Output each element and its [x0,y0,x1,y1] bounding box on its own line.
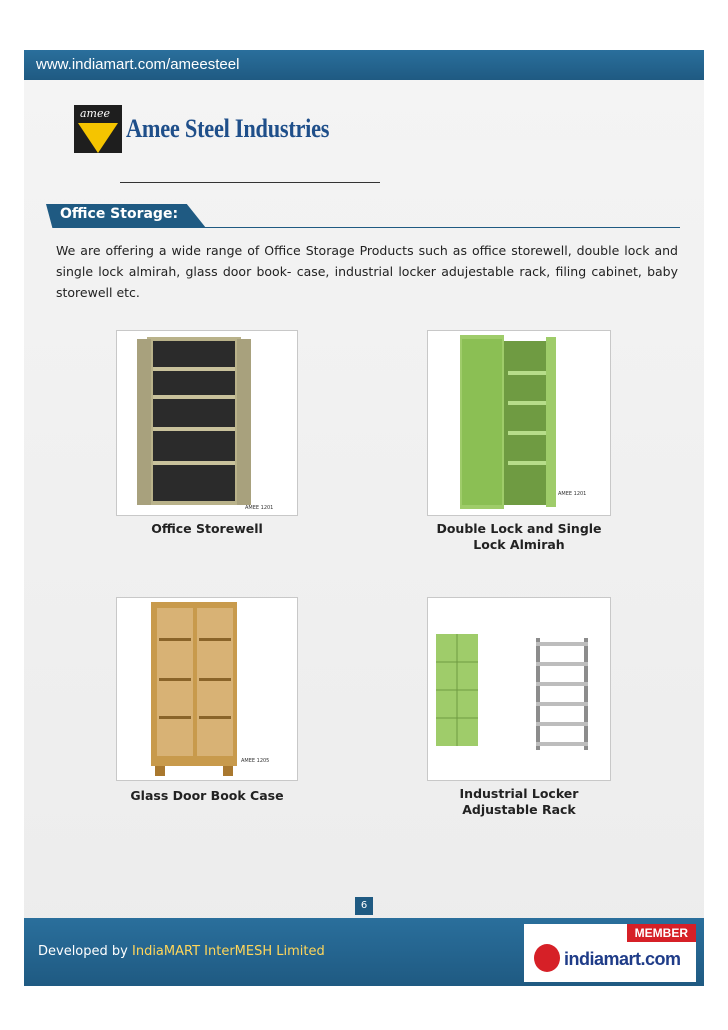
locker-rack-image [428,598,610,780]
product-image-locker-rack[interactable] [427,597,611,781]
section-underline [196,227,680,228]
section-intro: We are offering a wide range of Office Storage Products such as office storewell, double lock and single lock almirah, glass door book- case, industrial locker adujestable rack, filing cabinet, baby storewell etc. [56,243,678,300]
product-tag: AMEE 1201 [245,505,274,511]
product-image-almirah[interactable] [427,330,611,516]
footer-bar [24,918,704,986]
header-url[interactable]: www.indiamart.com/ameesteel [36,56,240,73]
product-tag: AMEE 1205 [241,758,270,764]
page-number: 6 [355,897,373,915]
company-name: Amee Steel Industries [126,114,330,143]
product-caption: Office Storewell [151,521,263,536]
product-caption: Glass Door Book Case [130,788,284,803]
indiamart-brand: indiamart.com [564,949,681,969]
product-tag: AMEE 1201 [558,491,587,497]
almirah-image [428,331,610,515]
office-storewell-image [117,331,297,515]
product-caption: Industrial Locker Adjustable Rack [459,786,579,817]
indiamart-member-badge[interactable] [524,924,696,982]
logo-text: amee [80,107,111,120]
book-case-image [117,598,297,780]
divider [120,182,380,183]
footer-credit [38,944,325,959]
header-bar [24,50,704,80]
product-image-book-case[interactable] [116,597,298,781]
section-title: Office Storage: [60,206,179,222]
developer-link[interactable]: IndiaMART InterMESH Limited [132,944,325,959]
logo-triangle-icon [78,123,118,153]
member-label: MEMBER [627,924,696,942]
developed-by-label: Developed by [38,944,128,959]
page-background [24,50,704,986]
product-image-office-storewell[interactable] [116,330,298,516]
company-logo [74,105,122,153]
indiamart-logo-icon [534,944,560,972]
product-caption: Double Lock and Single Lock Almirah [436,521,602,552]
